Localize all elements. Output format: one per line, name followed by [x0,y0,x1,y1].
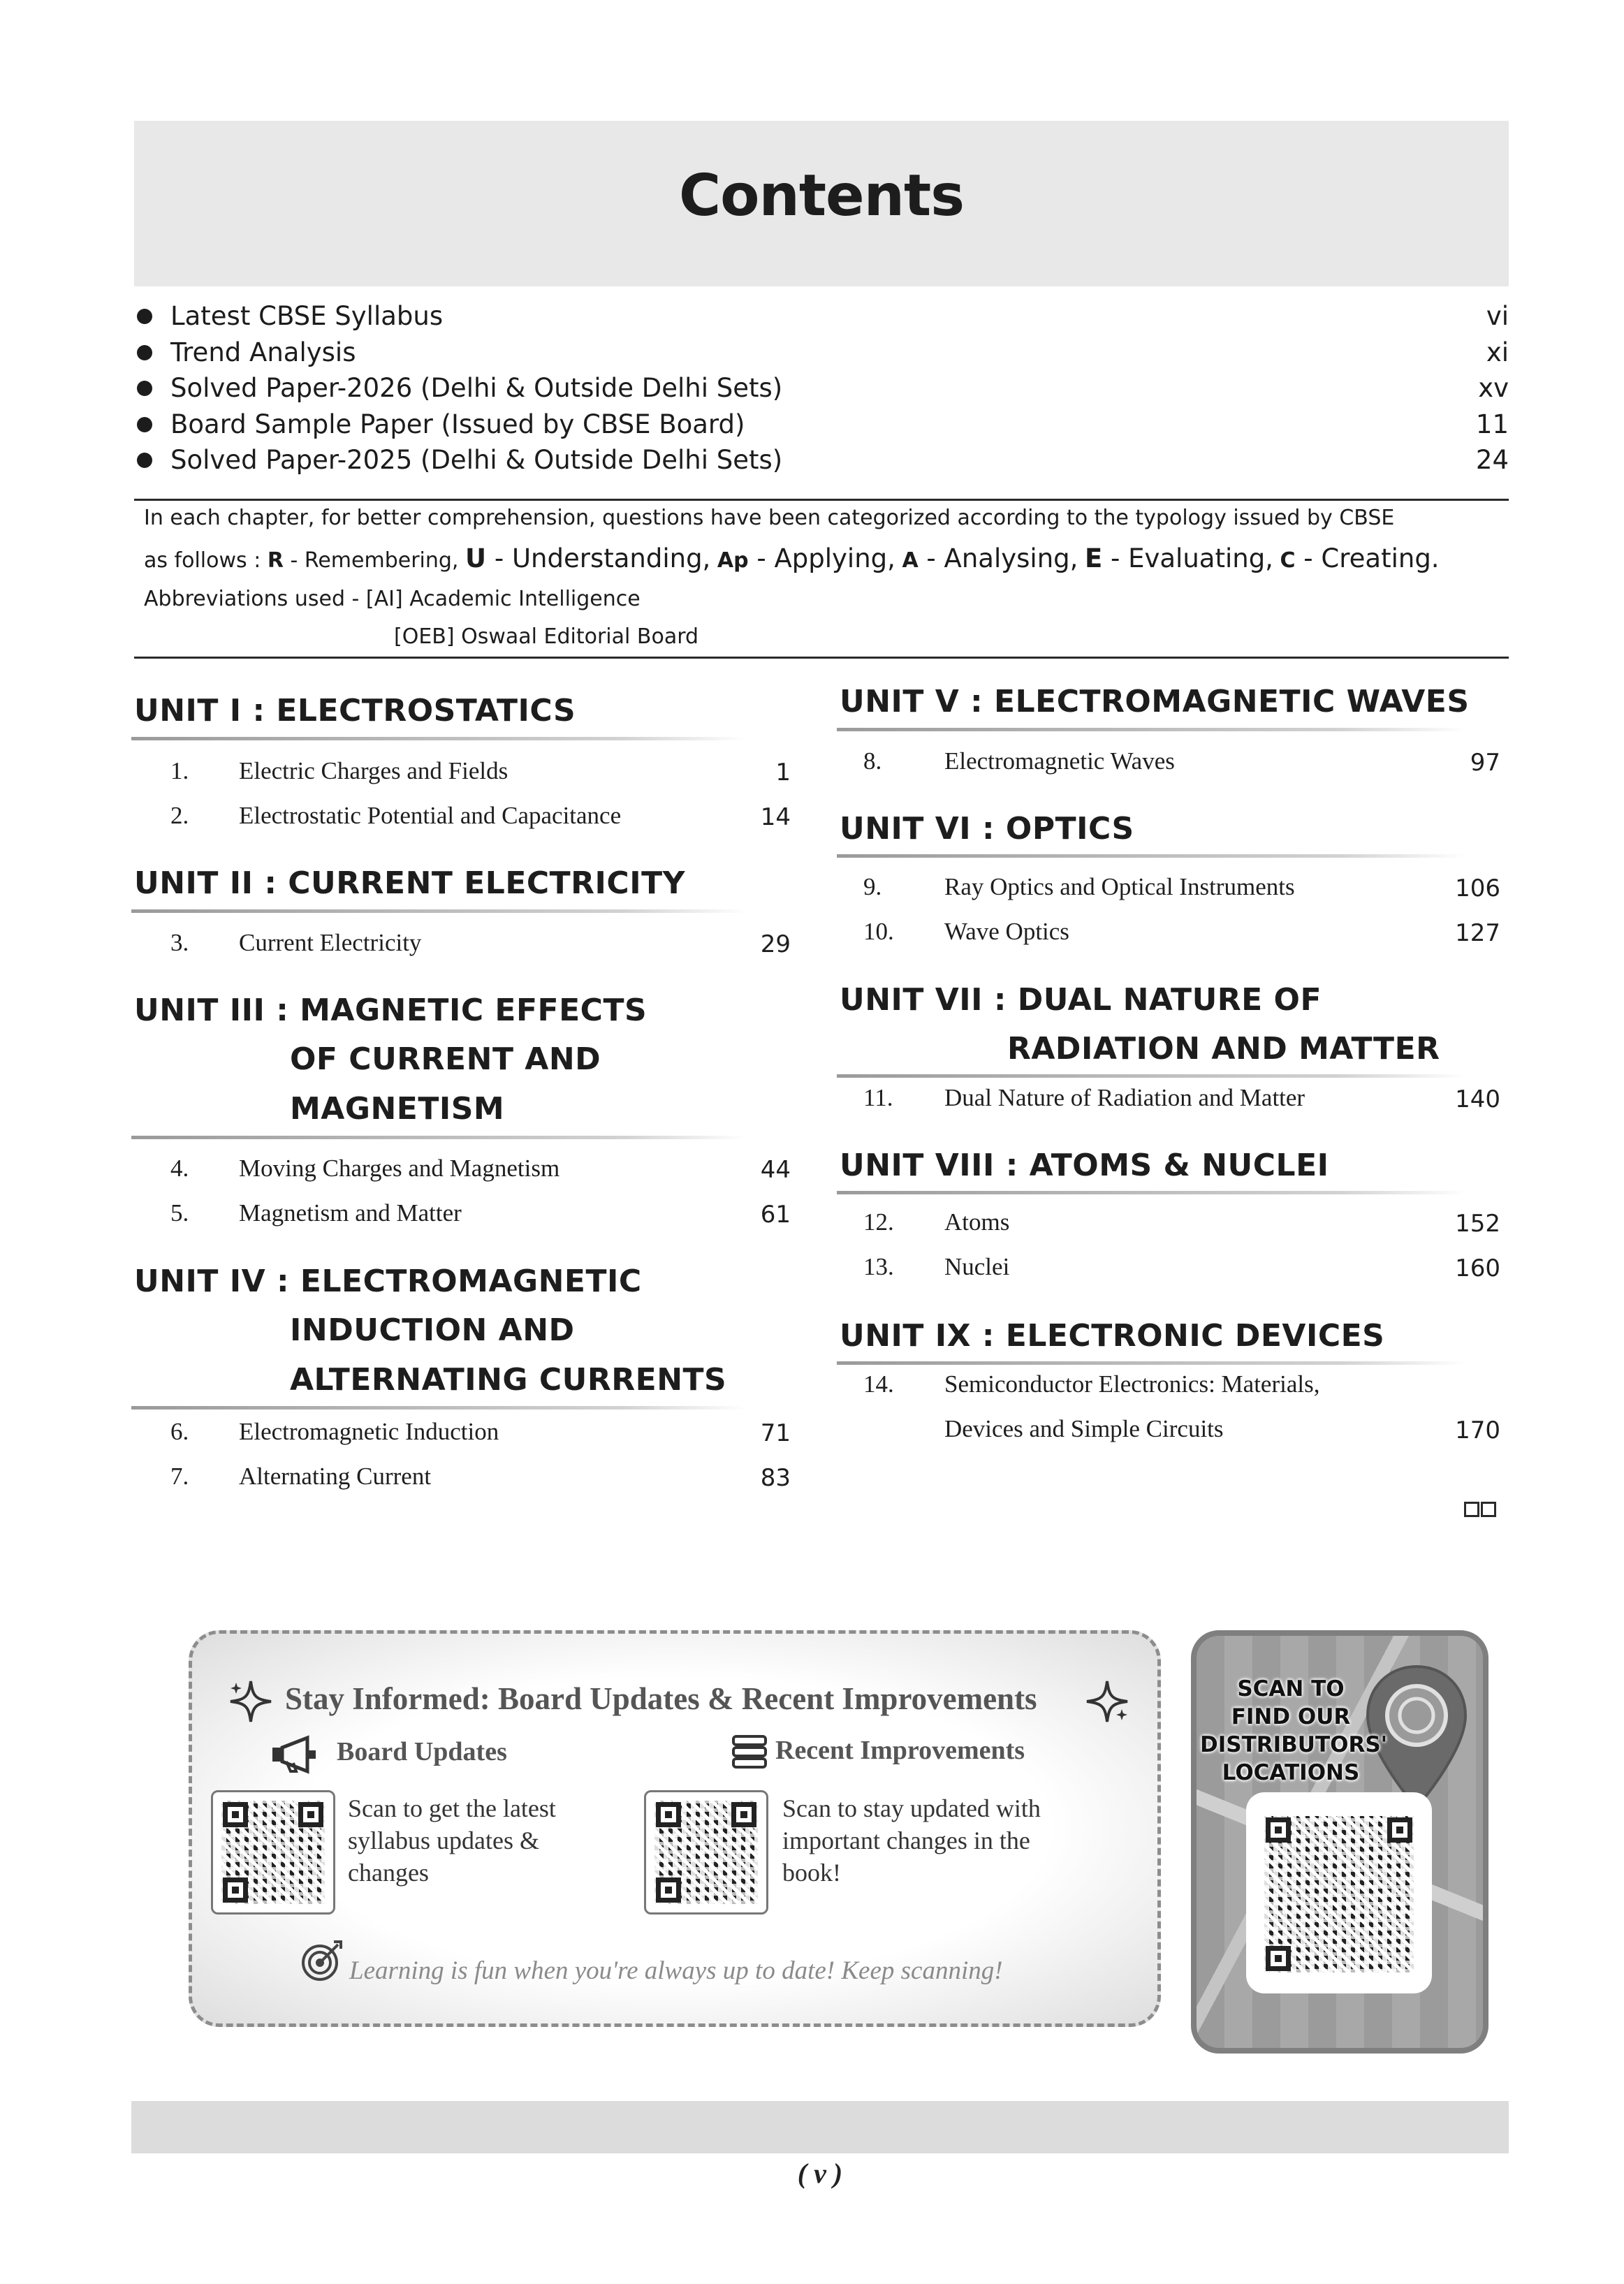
front-matter-item[interactable]: Board Sample Paper (Issued by CBSE Board) 11 [134,407,1509,444]
chapter-number: 10. [863,918,894,945]
chapter-title[interactable]: Magnetism and Matter [239,1199,462,1227]
divider [134,657,1509,659]
chapter-title[interactable]: Electric Charges and Fields [239,757,509,784]
chapter-title[interactable]: Electrostatic Potential and Capacitance [239,802,622,829]
front-matter-item[interactable]: Trend Analysis xi [134,335,1509,372]
unit-heading: UNIT VI : OPTICS [840,811,1134,847]
chapter-number: 4. [170,1155,189,1182]
sparkle-icon [1084,1678,1130,1725]
unit-underline [131,1136,746,1139]
chapter-page: 71 [760,1419,791,1447]
chapter-number: 13. [863,1253,894,1280]
chapter-number: 5. [170,1199,189,1227]
chapter-number: 1. [170,757,189,784]
megaphone-icon [270,1735,319,1774]
unit-heading: UNIT III : MAGNETIC EFFECTS [134,993,648,1028]
abbreviations-line-2: [OEB] Oswaal Editorial Board [394,624,699,649]
unit-heading: UNIT II : CURRENT ELECTRICITY [134,865,685,901]
unit-underline [837,1074,1465,1078]
bullet-icon [137,417,152,432]
page-title: Contents [678,163,965,229]
chapter-title[interactable]: Electromagnetic Induction [239,1418,499,1445]
typology-note: In each chapter, for better comprehension, questions have been categorized according to the typology issued by CBSE [144,506,1395,530]
chapter-page: 14 [760,803,791,831]
document-stack-icon [729,1732,770,1773]
chapter-number: 7. [170,1463,189,1490]
chapter-title[interactable]: Alternating Current [239,1463,432,1490]
info-tagline: Learning is fun when you're always up to date! Keep scanning! [349,1956,1003,1985]
front-matter-item[interactable]: Solved Paper-2026 (Delhi & Outside Delhi Sets) xv [134,371,1509,407]
sparkle-icon [228,1678,274,1725]
unit-heading-continued: ALTERNATING CURRENTS [290,1362,727,1398]
bullet-icon [137,309,152,324]
unit-heading: UNIT VIII : ATOMS & NUCLEI [840,1148,1329,1183]
chapter-page: 83 [760,1464,791,1492]
chapter-page: 170 [1455,1416,1500,1444]
chapter-page: 1 [775,759,791,786]
bullet-icon [137,345,152,360]
front-matter-item[interactable]: Solved Paper-2025 (Delhi & Outside Delhi Sets) 24 [134,443,1509,479]
chapter-title[interactable]: Atoms [944,1208,1010,1236]
chapter-number: 2. [170,802,189,829]
bullet-icon [137,453,152,468]
page-number: ( v ) [797,2158,843,2189]
chapter-page: 61 [760,1201,791,1229]
unit-underline [131,1406,746,1410]
board-updates-qr-code[interactable] [211,1790,335,1915]
chapter-title[interactable]: Semiconductor Electronics: Materials, [944,1370,1320,1398]
chapter-number: 6. [170,1418,189,1445]
chapter-page: 160 [1455,1254,1500,1282]
unit-heading: UNIT V : ELECTROMAGNETIC WAVES [840,684,1470,719]
chapter-title-continued[interactable]: Devices and Simple Circuits [944,1415,1224,1442]
chapter-title[interactable]: Dual Nature of Radiation and Matter [944,1084,1305,1111]
distributors-qr-code[interactable] [1261,1813,1417,1975]
chapter-page: 106 [1455,874,1500,902]
target-icon [300,1939,344,1982]
unit-underline [131,909,746,913]
chapter-title[interactable]: Wave Optics [944,918,1069,945]
chapter-page: 97 [1470,749,1500,777]
unit-heading: UNIT I : ELECTROSTATICS [134,693,576,729]
distributors-label: SCAN TO FIND OUR DISTRIBUTORS' LOCATIONS [1200,1676,1388,1785]
unit-heading-continued: MAGNETISM [290,1091,505,1127]
chapter-title[interactable]: Moving Charges and Magnetism [239,1155,560,1182]
unit-underline [837,1191,1465,1194]
unit-underline [837,728,1465,731]
chapter-number: 3. [170,929,189,956]
chapter-title[interactable]: Electromagnetic Waves [944,747,1175,775]
bullet-icon [137,381,152,396]
chapter-title[interactable]: Ray Optics and Optical Instruments [944,873,1295,900]
unit-heading-continued: RADIATION AND MATTER [1007,1031,1440,1067]
recent-improvements-qr-code[interactable] [644,1790,768,1915]
unit-heading-continued: INDUCTION AND [290,1312,575,1348]
end-mark-icon [1464,1502,1498,1521]
board-updates-description: Scan to get the latest syllabus updates & changes [348,1794,556,1887]
footer-band [131,2101,1509,2153]
chapter-number: 12. [863,1208,894,1236]
typology-list: as follows : R - Remembering, U - Understanding, Ap - Applying, A - Analysing, E - Evaluating, C - Creating. [144,543,1440,573]
chapter-title[interactable]: Current Electricity [239,929,422,956]
chapter-number: 14. [863,1370,894,1398]
chapter-number: 9. [863,873,882,900]
chapter-page: 127 [1455,919,1500,947]
info-heading: Stay Informed: Board Updates & Recent Improvements [285,1681,1037,1716]
unit-underline [837,1361,1465,1365]
chapter-page: 140 [1455,1085,1500,1113]
unit-underline [131,737,746,740]
unit-heading: UNIT IX : ELECTRONIC DEVICES [840,1318,1385,1354]
front-matter-list [134,299,1509,479]
unit-heading: UNIT VII : DUAL NATURE OF [840,982,1322,1018]
unit-heading: UNIT IV : ELECTROMAGNETIC [134,1264,642,1299]
recent-improvements-description: Scan to stay updated with important changes in the book! [782,1794,1041,1887]
divider [134,499,1509,501]
chapter-title[interactable]: Nuclei [944,1253,1010,1280]
chapter-number: 11. [863,1084,893,1111]
front-matter-item[interactable]: Latest CBSE Syllabus vi [134,299,1509,335]
chapter-number: 8. [863,747,882,775]
chapter-page: 44 [760,1156,791,1184]
recent-improvements-title: Recent Improvements [775,1736,1025,1765]
abbreviations-line-1: Abbreviations used - [AI] Academic Intelligence [144,587,641,611]
unit-heading-continued: OF CURRENT AND [290,1041,601,1077]
chapter-page: 152 [1455,1210,1500,1238]
chapter-page: 29 [760,930,791,958]
unit-underline [837,854,1465,858]
board-updates-title: Board Updates [337,1737,507,1766]
